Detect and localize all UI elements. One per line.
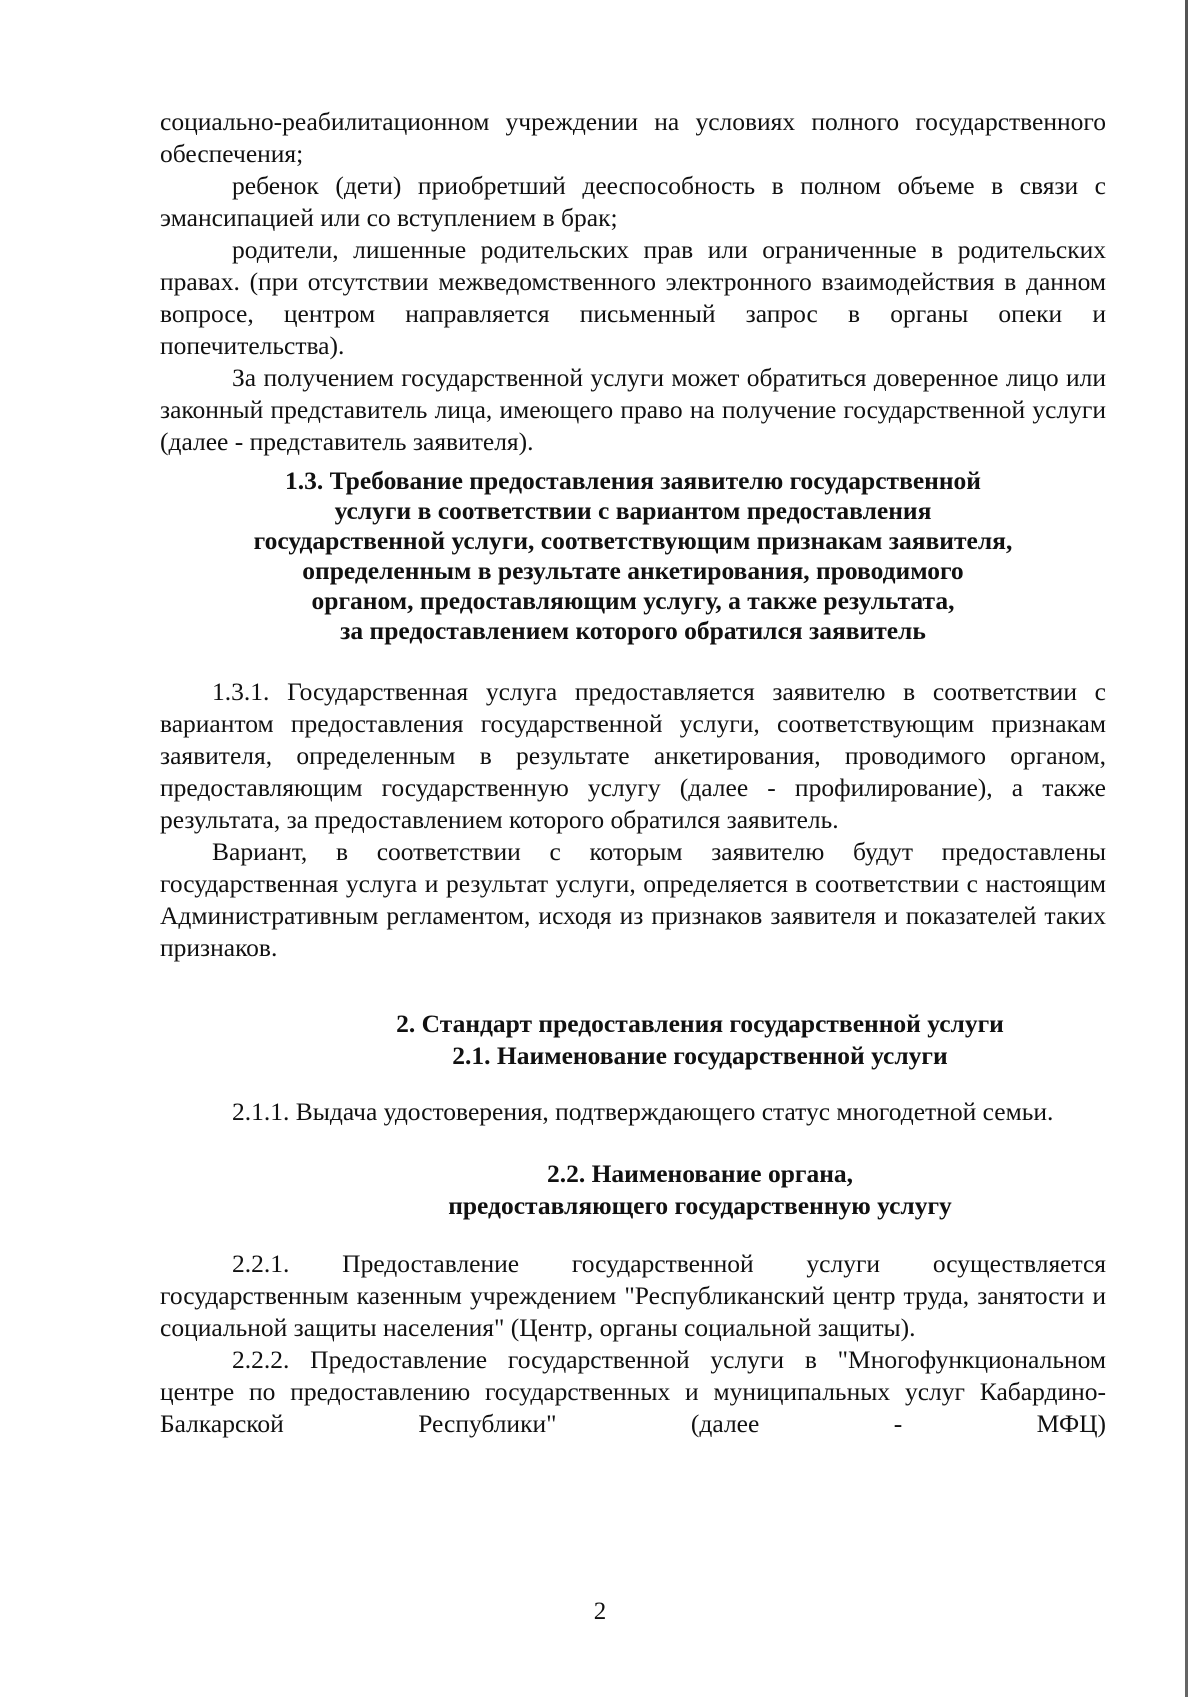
heading-line: за предоставлением которого обратился заявитель	[340, 616, 926, 645]
heading-line: органом, предоставляющим услугу, а также результата,	[311, 586, 955, 615]
paragraph-2-1-1: 2.1.1. Выдача удостоверения, подтверждающего статус многодетной семьи.	[232, 1097, 1054, 1126]
heading-line: предоставляющего государственную услугу	[448, 1191, 952, 1220]
paragraph-2-2-1: 2.2.1. Предоставление государственной услуги осуществляется государственным казенным учреждением "Республиканский центр труда, занятости и социальной защиты населения" (Центр, органы социальной защиты).	[160, 1249, 1106, 1342]
heading-section-1-3	[160, 466, 1106, 646]
page-number: 2	[593, 1598, 607, 1625]
heading-section-2	[300, 1008, 1100, 1072]
paragraph-continuation: социально-реабилитационном учреждении на условиях полного государственного обеспечения;	[160, 107, 1106, 168]
paragraph-emancipation: ребенок (дети) приобретший дееспособность в полном объеме в связи с эмансипацией или со вступлением в брак;	[160, 171, 1106, 232]
heading-line: услуги в соответствии с вариантом предоставления	[334, 496, 932, 525]
section-1-3-paragraphs	[160, 676, 1106, 964]
scan-edge-line	[1185, 0, 1188, 1697]
paragraph-variant: Вариант, в соответствии с которым заявителю будут предоставлены государственная услуга и результат услуги, определяется в соответствии с настоящим Административным регламентом, исходя из признаков заявителя и показателей таких признаков.	[160, 837, 1106, 962]
heading-line: государственной услуги, соответствующим признакам заявителя,	[253, 526, 1013, 555]
paragraph-2-2-2: 2.2.2. Предоставление государственной услуги в "Многофункциональном центре по предоставлению государственных и муниципальных услуг Кабардино-Балкарской Республики" (далее - МФЦ)	[160, 1345, 1106, 1438]
heading-line: 2.1. Наименование государственной услуги	[452, 1041, 948, 1070]
heading-line: 2. Стандарт предоставления государственной услуги	[396, 1009, 1004, 1038]
heading-line: определенным в результате анкетирования, проводимого	[302, 556, 964, 585]
section-2-2-paragraphs	[160, 1248, 1106, 1440]
heading-line: 1.3. Требование предоставления заявителю государственной	[285, 466, 981, 495]
paragraph-parents: родители, лишенные родительских прав или ограниченные в родительских правах. (при отсутствии межведомственного электронного взаимодействия в данном вопросе, центром направляется письменный запрос в органы опеки и попечительства).	[160, 235, 1106, 360]
paragraph-representative: За получением государственной услуги может обратиться доверенное лицо или законный представитель лица, имеющего право на получение государственной услуги (далее - представитель заявителя).	[160, 363, 1106, 456]
section-2-1-paragraph	[160, 1096, 1106, 1128]
top-paragraphs	[160, 106, 1106, 458]
paragraph-1-3-1: 1.3.1. Государственная услуга предоставляется заявителю в соответствии с вариантом предоставления государственной услуги, соответствующим признакам заявителя, определенным в результате анкетирования, проводимого органом, предоставляющим государственную услугу (далее - профилирование), а также результата, за предоставлением которого обратился заявитель.	[160, 677, 1106, 834]
heading-line: 2.2. Наименование органа,	[546, 1159, 854, 1188]
heading-section-2-2	[300, 1158, 1100, 1222]
